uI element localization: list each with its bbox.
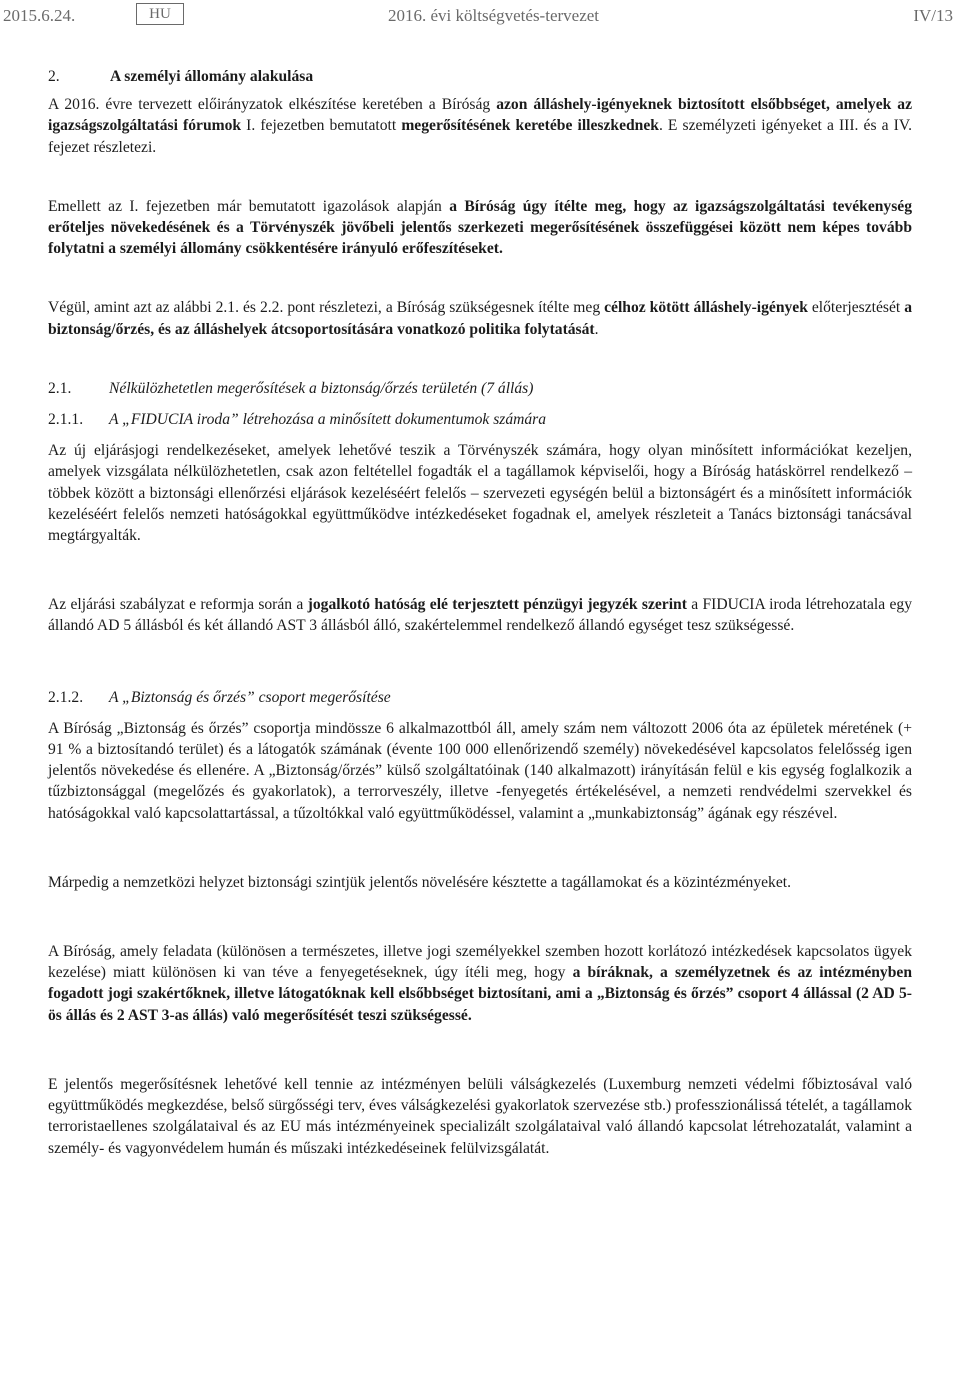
emphasized-text: a bíráknak, a személyzetnek és az intézményben fogadott jogi szakértőknek, illetve látogatóknak kell elsőbbséget biztosítani, ami a „Biztonság és őrzés” csoport 4 állással (2 AD 5-ös állás és 2 AST 3-as állás) való megerősítését teszi szükségessé. [48,964,912,1024]
header-date: 2015.6.24. [3,6,76,25]
text-run: . E személyzeti igényeket a III. és a IV. fejezet részletezi. [48,117,912,156]
subsubsection-title: A „FIDUCIA iroda” létrehozása a minősített dokumentumok számára [109,411,547,429]
subsubsection-number: 2.1.2. [48,688,84,706]
text-run: Márpedig a nemzetközi helyzet biztonsági szintjük jelentős növelésére késztette a tagállamokat és a közintézményeket. [48,873,792,891]
subsubsection-heading [48,409,912,430]
section-number: 2. [48,68,60,85]
emphasized-text: célhoz kötött álláshely-igények [604,299,808,317]
paragraph [48,1074,912,1159]
subsubsection-title: A „Biztonság és őrzés” csoport megerősítése [109,688,391,706]
emphasized-text: azon álláshely-igényeknek biztosított elsőbbséget, amelyek az igazságszolgáltatási fórumok [48,96,912,135]
section-title: A személyi állomány alakulása [110,68,314,85]
section-heading [48,66,912,87]
paragraph [48,594,912,636]
page-header [0,3,960,27]
paragraph [48,94,912,158]
paragraph [48,196,912,260]
subsection-number: 2.1. [48,379,72,397]
text-run: a FIDUCIA iroda létrehozatala egy állandó AD 5 állásból és két állandó AST 3 állásból álló, szakértelemmel rendelkező állandó egységet tesz szükségessé. [48,596,912,635]
emphasized-text: jogalkotó hatóság elé terjesztett pénzügyi jegyzék szerint [307,596,687,614]
paragraph [48,440,912,546]
text-run: A Bíróság, amely feladata (különösen a természetes, illetve jogi személyekkel szemben hozott korlátozó intézkedések kapcsolatos ügyek kezelése) miatt különösen ki van téve a fenyegetéseknek, úgy ítéli meg, hogy [48,943,912,982]
text-run: . [594,320,599,338]
paragraph [48,941,912,1026]
paragraph [48,718,912,824]
subsection-title: Nélkülözhetetlen megerősítések a biztonság/őrzés területén (7 állás) [109,379,534,397]
emphasized-text: megerősítésének keretébe illeszkednek [401,117,659,135]
paragraph [48,297,912,339]
paragraph [48,872,912,893]
emphasized-text: a Bíróság úgy ítélte meg, hogy az igazságszolgáltatási tevékenység erőteljes növekedésének és a Törvényszék jövőbeli jelentős szerkezeti megerősítésének összefüggései között nem képes tovább folytatni a személyi állomány csökkentésére irányuló erőfeszítéseket. [48,197,913,258]
text-run: Az eljárási szabályzat e reformja során a [48,596,308,614]
text-run: előterjesztését [807,299,905,317]
text-run: Az új eljárásjogi rendelkezéseket, amelyek lehetővé teszik a Törvényszék számára, hogy olyan minősített információkat kezeljen, amelyek vizsgálata nélkülözhetetlen, csak azon feltétellel fogadták el a tagállamok képviselői, hogy a Bíróság hatáskörrel rendelkező – többek között a biztonsági ellenőrzési eljárások kezeléséért felelős – szervezeti egységén belül a biztonságért és a minősített információk kezeléséért felelős nemzeti hatóságokkal együttműködve intézkedéseket fogadnak el, amelyek részleteit a Tanács biztonsági tanácsával megtárgyalták. [48,442,912,545]
text-run: E jelentős megerősítésnek lehetővé kell tennie az intézményen belüli válságkezelés (Luxemburg nemzeti védelmi főbiztosával való együttműködés megkezdése, belső sürgősségi terv, éves válságkezelési gyakorlatok szervezése stb.) professzionálissá tételét, a tagállamok terroristaellenes szolgálataival és az EU más intézményeinek specializált szolgálataival való állandó kapcsolat létrehozatalát, valamint a személy- és vagyonvédelem humán és műszaki intézkedéseinek felülvizsgálatát. [48,1075,912,1157]
subsection-heading [48,378,912,399]
text-run: A Bíróság „Biztonság és őrzés” csoportja mindössze 6 alkalmazottból áll, amely szám nem változott 2006 óta az épületek méretének (+ 91 % a biztosítandó terület) és a látogatók számának (évente 100 000 ellenőrizendő személy) növekedésével kapcsolatos felelősség igen jelentős növekedése és ellenére. A „Biztonság/őrzés” külső szolgáltatóinak (140 alkalmazott) irányításán felül e kis egység foglalkozik a tűzbiztonsággal (megelőzés és gyakorlatok), a terrorveszély, illetve -fenyegetés értékelésével, a nemzeti rendvédelmi szervekkel és hatóságokkal való kapcsolattartással, a tűzoltókkal való együttműködéssel, valamint a „munkabiztonság” ágának egy részével. [48,719,912,822]
header-title: 2016. évi költségvetés-tervezet [388,6,600,25]
text-run: Emellett az I. fejezetben már bemutatott igazolások alapján [48,197,450,215]
document-body [48,62,912,1159]
language-badge: HU [136,3,184,25]
subsubsection-number: 2.1.1. [48,411,84,429]
header-page-number: IV/13 [913,6,953,25]
text-run: I. fejezetben bemutatott [241,117,402,135]
emphasized-text: a biztonság/őrzés, és az álláshelyek átcsoportosítására vonatkozó politika folytatását [48,299,912,338]
text-run: A 2016. évre tervezett előirányzatok elkészítése keretében a Bíróság [48,96,497,114]
subsubsection-heading [48,687,912,708]
text-run: Végül, amint azt az alábbi 2.1. és 2.2. pont részletezi, a Bíróság szükségesnek ítélte meg [48,299,605,317]
